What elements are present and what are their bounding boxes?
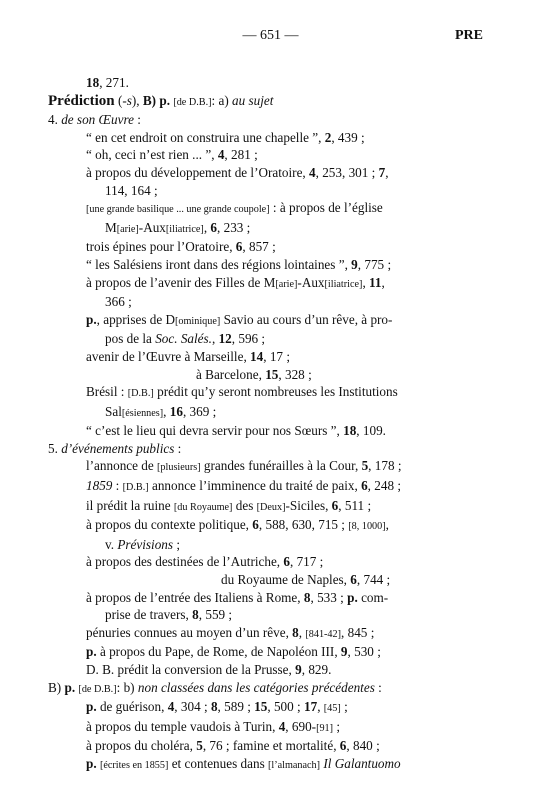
- line-segment: [arie]: [116, 223, 139, 235]
- line-segment: 5: [196, 738, 203, 754]
- index-line: [48, 129, 488, 147]
- line-segment: , 271.: [99, 75, 129, 90]
- line-segment: 11: [369, 274, 382, 290]
- line-segment: com-: [357, 589, 389, 605]
- line-segment: [arie]: [275, 278, 298, 290]
- line-segment: 6: [331, 497, 339, 513]
- line-segment: p.: [347, 589, 358, 605]
- line-segment: 9: [295, 662, 302, 677]
- index-line: [48, 199, 488, 219]
- index-line: [48, 698, 488, 718]
- line-segment: , 589 ;: [217, 699, 255, 715]
- line-segment: annonce l’imminence du traité de paix,: [148, 478, 362, 494]
- line-segment: , 690-: [285, 718, 317, 734]
- line-segment: , 76 ; famine et mortalité,: [202, 738, 340, 754]
- line-segment: , 328 ;: [278, 366, 312, 382]
- index-line: [48, 348, 488, 366]
- line-segment: , 530 ;: [347, 644, 381, 660]
- line-segment: Savio au cours d’un rêve, à pro-: [220, 311, 393, 327]
- line-segment: à propos des destinées de l’Autriche,: [86, 554, 284, 570]
- line-segment: 1859: [86, 478, 113, 494]
- line-segment: 15: [265, 366, 279, 382]
- line-segment: -Aux: [297, 274, 325, 290]
- line-segment: D. B. prédit la conversion de la Prusse,: [86, 662, 296, 677]
- line-segment: : a): [211, 92, 233, 108]
- index-line: [48, 146, 488, 164]
- line-segment: 18: [343, 423, 357, 439]
- index-line: [48, 74, 488, 92]
- line-segment: , 369 ;: [182, 403, 217, 419]
- line-segment: 366 ;: [105, 294, 132, 310]
- line-segment: de guérison,: [96, 699, 168, 715]
- index-line: [48, 274, 488, 294]
- index-line: [48, 311, 488, 331]
- line-segment: avenir de l’Œuvre à Marseille,: [86, 348, 251, 364]
- line-segment: 114, 164 ;: [105, 182, 158, 198]
- line-segment: [Deux]: [256, 501, 286, 513]
- line-segment: ,: [385, 517, 389, 533]
- line-segment: [du Royaume]: [173, 501, 233, 513]
- line-segment: 7: [378, 164, 386, 180]
- line-segment: trois épines pour l’Oratoire,: [86, 239, 236, 255]
- index-line: [48, 606, 488, 624]
- line-segment: à propos du Pape, de Rome, de Napoléon III,: [96, 644, 341, 660]
- line-segment: 4.: [48, 112, 62, 128]
- line-segment: [iliatrice]: [165, 223, 204, 235]
- line-segment: , 500 ;: [267, 699, 304, 715]
- index-line: [48, 643, 488, 661]
- index-line: [48, 571, 488, 589]
- line-segment: [une grande basilique ... une grande coupole]: [86, 204, 270, 216]
- line-segment: 15: [254, 699, 268, 715]
- index-line: [48, 497, 488, 517]
- line-segment: grandes funérailles à la Cour,: [200, 458, 362, 474]
- index-line: [48, 219, 488, 239]
- line-segment: “ c’est le lieu qui devra servir pour nos Sœurs ”,: [86, 423, 344, 439]
- line-segment: à propos du contexte politique,: [86, 517, 253, 533]
- line-segment: 6: [339, 738, 347, 754]
- line-segment: [ominique]: [175, 315, 221, 327]
- line-segment: , 588, 630, 715 ;: [258, 517, 349, 533]
- line-segment: “ les Salésiens iront dans des régions lointaines ”,: [86, 256, 352, 272]
- line-segment: [45]: [323, 703, 341, 715]
- line-segment: -Siciles,: [285, 497, 332, 513]
- index-line: [48, 624, 488, 644]
- index-line: [48, 403, 488, 423]
- line-segment: , 253, 301 ;: [315, 164, 379, 180]
- line-segment: [D.B.]: [127, 388, 154, 400]
- line-segment: 6: [350, 572, 357, 588]
- line-segment: :: [133, 112, 141, 128]
- line-segment: v.: [105, 536, 118, 552]
- line-segment: ),: [131, 92, 143, 108]
- index-line: [48, 330, 488, 348]
- line-segment: “ en cet endroit on construira une chapelle ”,: [86, 129, 325, 145]
- line-segment: à Barcelone,: [196, 366, 266, 382]
- index-line: [48, 256, 488, 274]
- line-segment: :: [174, 440, 182, 456]
- line-segment: ,: [385, 164, 389, 180]
- line-segment: [plusieurs]: [157, 462, 201, 474]
- line-segment: [841-42]: [305, 628, 342, 640]
- line-segment: ,: [298, 624, 306, 640]
- line-segment: p.: [86, 644, 97, 660]
- line-segment: ,: [317, 699, 324, 715]
- index-line: [48, 589, 488, 607]
- index-line: [48, 755, 488, 775]
- line-segment: d’événements publics: [61, 440, 175, 456]
- line-segment: , 857 ;: [242, 239, 276, 255]
- line-segment: 8: [210, 699, 218, 715]
- index-line: [48, 553, 488, 571]
- index-line: [48, 477, 488, 497]
- line-segment: 12: [218, 331, 232, 347]
- line-segment: à propos de l’entrée des Italiens à Rome,: [86, 589, 304, 605]
- line-segment: 2: [324, 129, 332, 145]
- line-segment: p.: [86, 755, 97, 771]
- entry-headword: Prédiction: [48, 92, 115, 109]
- line-segment: p.: [86, 699, 97, 715]
- line-segment: 9: [351, 256, 358, 272]
- line-segment: 4: [309, 164, 316, 180]
- index-line: [48, 92, 488, 112]
- line-segment: 9: [340, 644, 348, 660]
- line-segment: B): [48, 679, 65, 695]
- line-segment: [écrites en 1855]: [99, 759, 169, 771]
- line-segment: 4: [167, 699, 175, 715]
- line-segment: , apprises de D: [96, 311, 176, 327]
- line-segment: ,: [163, 403, 170, 419]
- index-line: [48, 679, 488, 699]
- line-segment: 8: [303, 589, 311, 605]
- line-segment: , 717 ;: [289, 554, 324, 570]
- line-segment: , 775 ;: [357, 256, 392, 272]
- line-segment: ,: [381, 274, 385, 290]
- line-segment: , 281 ;: [224, 147, 258, 163]
- line-segment: ,: [203, 219, 211, 235]
- line-segment: 5.: [48, 440, 62, 456]
- line-segment: “ oh, ceci n’est rien ... ”,: [86, 147, 218, 163]
- line-segment: ,: [211, 331, 219, 347]
- line-segment: p.: [64, 679, 76, 695]
- line-segment: ;: [333, 718, 341, 734]
- line-segment: et contenues dans: [168, 755, 268, 771]
- line-segment: prise de travers,: [105, 607, 193, 623]
- line-segment: Brésil :: [86, 384, 128, 400]
- line-segment: 4: [278, 718, 286, 734]
- line-segment: , 233 ;: [217, 219, 251, 235]
- line-segment: [91]: [316, 722, 334, 734]
- line-segment: 16: [169, 403, 183, 419]
- line-segment: , 533 ;: [310, 589, 348, 605]
- line-segment: à propos de l’avenir des Filles de M: [86, 274, 276, 290]
- line-segment: 8: [192, 607, 199, 623]
- line-segment: [iliatrice]: [324, 278, 363, 290]
- line-segment: , 178 ;: [368, 458, 402, 474]
- line-segment: [l’almanach]: [268, 759, 321, 771]
- line-segment: ,: [362, 274, 370, 290]
- index-line: [48, 440, 488, 458]
- line-segment: M: [105, 219, 117, 235]
- line-segment: à propos du temple vaudois à Turin,: [86, 718, 279, 734]
- index-line: [48, 737, 488, 755]
- index-line: [48, 164, 488, 182]
- line-segment: , 304 ;: [174, 699, 211, 715]
- line-segment: il prédit la ruine: [86, 497, 174, 513]
- line-segment: :: [374, 679, 382, 695]
- index-line: [48, 718, 488, 738]
- line-segment: , 17 ;: [263, 348, 290, 364]
- index-line: [48, 238, 488, 256]
- line-segment: ;: [340, 699, 348, 715]
- line-segment: de son Œuvre: [61, 112, 134, 128]
- line-segment: -Aux: [138, 219, 166, 235]
- line-segment: , 596 ;: [231, 331, 266, 347]
- line-segment: à propos du développement de l’Oratoire,: [86, 164, 310, 180]
- line-segment: Soc. Salés.: [155, 331, 212, 347]
- line-segment: 18: [86, 75, 100, 90]
- line-segment: l’annonce de: [86, 458, 158, 474]
- index-line: [48, 111, 488, 129]
- line-segment: [8, 1000]: [348, 521, 386, 533]
- line-segment: [de D.B.]: [173, 96, 212, 108]
- line-segment: pénuries connues au moyen d’un rêve,: [86, 624, 293, 640]
- running-head-key: PRE: [455, 28, 483, 43]
- line-segment: des: [232, 497, 257, 513]
- line-segment: 6: [210, 219, 217, 235]
- line-segment: Il Galantuomo: [323, 755, 401, 771]
- line-segment: 8: [292, 624, 299, 640]
- line-segment: prédit qu’y seront nombreuses les Institutions: [153, 384, 398, 400]
- index-line: [48, 293, 488, 311]
- line-segment: (: [114, 92, 123, 108]
- line-segment: [ésiennes]: [121, 407, 164, 419]
- index-line: [48, 182, 488, 200]
- line-segment: pos de la: [105, 331, 156, 347]
- line-segment: [D.B.]: [122, 482, 149, 494]
- line-segment: Prévisions: [117, 536, 174, 552]
- line-segment: -s: [122, 92, 132, 108]
- line-segment: du Royaume de Naples,: [221, 572, 351, 588]
- index-line: [48, 366, 488, 384]
- line-segment: : à propos de l’église: [269, 200, 383, 216]
- index-line: [48, 422, 488, 440]
- line-segment: 4: [217, 147, 225, 163]
- line-segment: , 744 ;: [356, 572, 391, 588]
- line-segment: non classées dans les catégories précédentes: [137, 679, 375, 695]
- index-line: [48, 516, 488, 536]
- index-line: [48, 383, 488, 403]
- line-segment: 17: [304, 699, 318, 715]
- line-segment: 6: [235, 239, 243, 255]
- index-line: [48, 661, 488, 679]
- line-segment: , 511 ;: [338, 497, 372, 513]
- line-segment: , 559 ;: [198, 607, 233, 623]
- line-segment: 6: [283, 554, 290, 570]
- index-line: [48, 536, 488, 554]
- line-segment: , 840 ;: [346, 738, 380, 754]
- index-line: [48, 457, 488, 477]
- line-segment: à propos du choléra,: [86, 738, 197, 754]
- line-segment: Sal: [105, 403, 122, 419]
- line-segment: , 439 ;: [331, 129, 365, 145]
- line-segment: au sujet: [232, 92, 274, 108]
- line-segment: B) p.: [142, 92, 171, 108]
- line-segment: [de D.B.]: [78, 683, 117, 695]
- line-segment: : b): [116, 679, 138, 695]
- line-segment: p.: [86, 311, 97, 327]
- line-segment: , 109.: [356, 423, 386, 439]
- line-segment: :: [112, 478, 123, 494]
- line-segment: ;: [173, 536, 180, 552]
- line-segment: 14: [250, 348, 264, 364]
- line-segment: 6: [361, 478, 368, 494]
- index-entry-body: [48, 74, 488, 775]
- page-number: — 651 —: [242, 28, 299, 43]
- line-segment: , 829.: [301, 662, 332, 677]
- line-segment: 5: [361, 458, 369, 474]
- line-segment: , 845 ;: [341, 624, 375, 640]
- line-segment: 6: [252, 517, 259, 533]
- line-segment: , 248 ;: [367, 478, 401, 494]
